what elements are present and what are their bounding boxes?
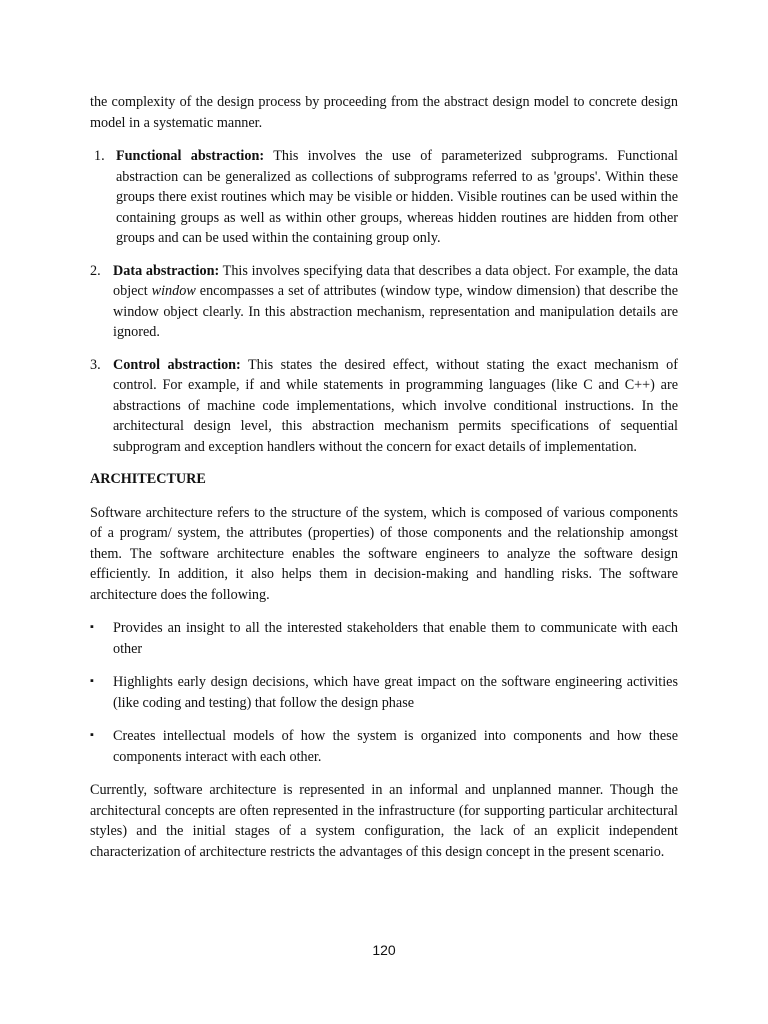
list-item-title: Data abstraction:: [113, 262, 220, 279]
closing-paragraph: Currently, software architecture is represented in an informal and unplanned manner. Though the architectural concepts are often represented in the infrastructure (for supporting particular architectural styles) and the initial stages of a system configuration, the lack of an explicit independent characterization of architecture restricts the advantages of this design concept in the present scenario.: [90, 782, 678, 860]
list-item-functional-abstraction: [90, 146, 678, 249]
bullet-item: [90, 618, 678, 659]
list-item-control-abstraction: [90, 355, 678, 458]
list-item-text: This involves specifying data that describes a data object. For example, the data object: [113, 262, 678, 299]
bullet-text: Highlights early design decisions, which have great impact on the software engineering activities (like coding and testing) that follow the design phase: [113, 674, 678, 711]
page-body: [90, 92, 678, 862]
bullet-item: [90, 672, 678, 713]
architecture-paragraph: Software architecture refers to the structure of the system, which is composed of various components of a program/ system, the attributes (properties) of those components and the relationship amongst them. The software architecture enables the software engineers to analyze the software design efficiently. In addition, it also helps them in decision-making and handling risks. The software architecture does the following.: [90, 504, 678, 603]
page-number: 120: [372, 942, 396, 958]
list-item-data-abstraction: [90, 261, 678, 343]
list-number: 2.: [90, 262, 101, 279]
bullet-text: Creates intellectual models of how the system is organized into components and how these components interact with each other.: [113, 728, 678, 765]
list-item-text-continued: encompasses a set of attributes (window type, window dimension) that describe the window object clearly. In this abstraction mechanism, representation and manipulation details are ignored.: [113, 283, 678, 340]
bullet-icon: ▪: [90, 675, 94, 687]
bullet-icon: ▪: [90, 621, 94, 633]
list-number: 1.: [94, 148, 105, 164]
intro-paragraph: the complexity of the design process by proceeding from the abstract design model to concrete design model in a systematic manner.: [90, 94, 678, 131]
list-item-text: This states the desired effect, without stating the exact mechanism of control. For example, if and while statements in programming languages (like C and C++) are abstractions of machine code implementations, which involve conditional instructions. In the architectural design level, this abstraction mechanism permits specifications of sequential subprogram and exception handlers without the concern for exact details of implementation.: [113, 356, 678, 455]
bullet-item: [90, 726, 678, 767]
list-item-title: Control abstraction:: [113, 356, 241, 373]
bullet-text: Provides an insight to all the interested stakeholders that enable them to communicate with each other: [113, 620, 678, 657]
list-item-title: Functional abstraction:: [116, 148, 265, 164]
list-number: 3.: [90, 356, 101, 373]
list-item-italic-term: window: [151, 283, 196, 299]
section-heading: ARCHITECTURE: [90, 471, 206, 487]
bullet-icon: ▪: [90, 729, 94, 741]
list-item-text: This involves the use of parameterized subprograms. Functional abstraction can be generalized as collections of subprograms referred to as 'groups'. Within these groups there exist routines which may be visible or hidden. Visible routines can be used within the containing groups as well as within other groups, whereas hidden routines are hidden from other groups and can be used within the containing group only.: [116, 148, 678, 246]
